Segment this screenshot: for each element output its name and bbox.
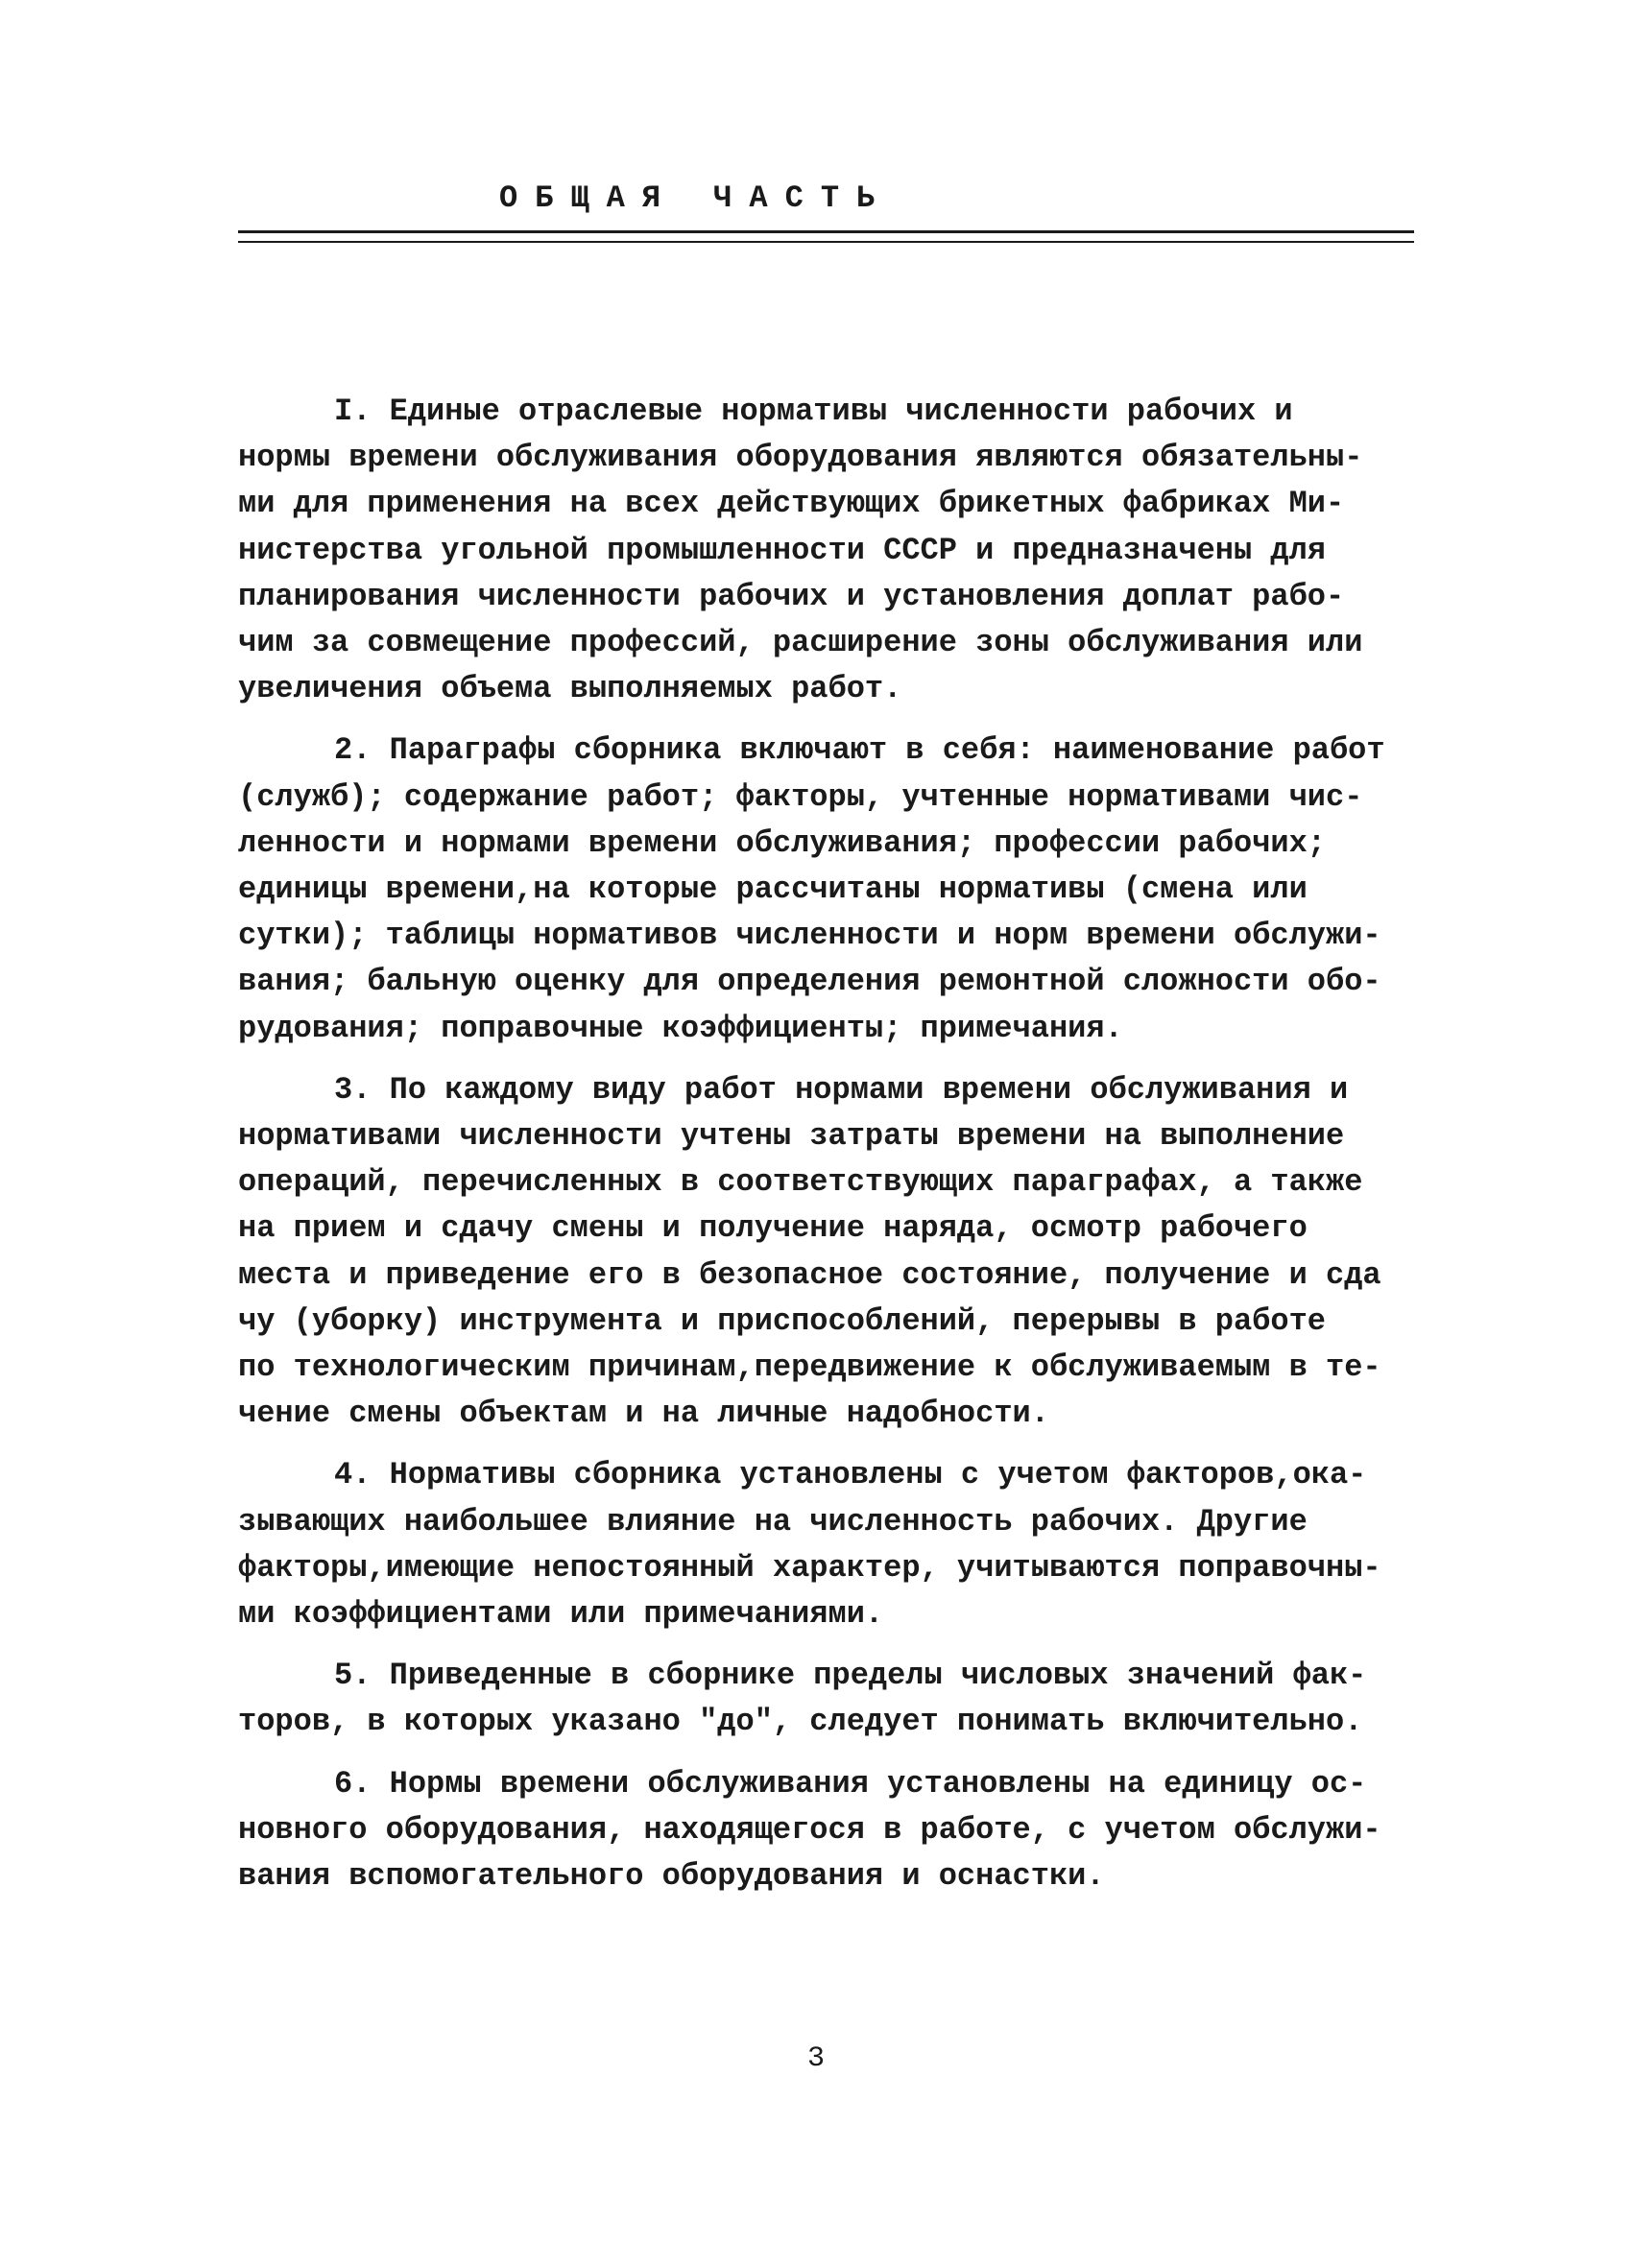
paragraph-3 bbox=[238, 1067, 1414, 1438]
paragraph-6 bbox=[238, 1761, 1414, 1900]
paragraph-line: по технологическим причинам,передвижение к обслуживаемым в те- bbox=[238, 1349, 1381, 1386]
paragraph-line: рудования; поправочные коэффициенты; примечания. bbox=[238, 1010, 1123, 1046]
paragraph-line: новного оборудования, находящегося в работе, с учетом обслужи- bbox=[238, 1811, 1381, 1848]
paragraph-line: 6. Нормы времени обслуживания установлены на единицу ос- bbox=[334, 1765, 1367, 1802]
paragraph-line: торов, в которых указано "до", следует понимать включительно. bbox=[238, 1704, 1363, 1740]
paragraph-line: ми для применения на всех действующих брикетных фабриках Ми- bbox=[238, 486, 1345, 522]
paragraph-4 bbox=[238, 1452, 1414, 1637]
paragraph-line: операций, перечисленных в соответствующих параграфах, а также bbox=[238, 1164, 1363, 1201]
paragraph-line: нормы времени обслуживания оборудования являются обязательны- bbox=[238, 440, 1363, 476]
paragraph-line: чу (уборку) инструмента и приспособлений, перерывы в работе bbox=[238, 1302, 1326, 1339]
paragraph-line: 4. Нормативы сборника установлены с учетом факторов,ока- bbox=[334, 1457, 1367, 1493]
paragraph-line: чение смены объектам и на личные надобности. bbox=[238, 1396, 1049, 1432]
paragraph-line: на прием и сдачу смены и получение наряда, осмотр рабочего bbox=[238, 1210, 1308, 1247]
paragraph-line: нистерства угольной промышленности СССР и предназначены для bbox=[238, 532, 1326, 568]
paragraph-line: нормативами численности учтены затраты времени на выполнение bbox=[238, 1118, 1345, 1155]
paragraph-line: ми коэффициентами или примечаниями. bbox=[238, 1596, 884, 1633]
section-heading: ОБЩАЯ ЧАСТЬ bbox=[499, 180, 893, 216]
paragraph-line: 3. По каждому виду работ нормами времени обслуживания и bbox=[334, 1071, 1349, 1108]
paragraph-line: чим за совмещение профессий, расширение зоны обслуживания или bbox=[238, 625, 1363, 661]
paragraph-line: единицы времени,на которые рассчитаны нормативы (смена или bbox=[238, 871, 1308, 908]
paragraph-line: 5. Приведенные в сборнике пределы числовых значений фак- bbox=[334, 1658, 1367, 1694]
page-number: 3 bbox=[806, 2042, 825, 2075]
paragraph-5 bbox=[238, 1653, 1414, 1745]
paragraph-1 bbox=[238, 389, 1414, 712]
heading-rule-bottom bbox=[238, 241, 1414, 243]
paragraph-line: планирования численности рабочих и установления доплат рабо- bbox=[238, 578, 1345, 614]
paragraph-line: сутки); таблицы нормативов численности и норм времени обслужи- bbox=[238, 918, 1381, 954]
body-text bbox=[238, 389, 1414, 1915]
paragraph-line: 2. Параграфы сборника включают в себя: наименование работ bbox=[334, 732, 1385, 769]
paragraph-line: зывающих наибольшее влияние на численность рабочих. Другие bbox=[238, 1503, 1308, 1540]
paragraph-line: вания; бальную оценку для определения ремонтной сложности обо- bbox=[238, 964, 1381, 1000]
paragraph-line: (служб); содержание работ; факторы, учтенные нормативами чис- bbox=[238, 778, 1363, 815]
paragraph-line: факторы,имеющие непостоянный характер, учитываются поправочны- bbox=[238, 1549, 1381, 1586]
paragraph-2 bbox=[238, 728, 1414, 1051]
paragraph-line: ленности и нормами времени обслуживания; профессии рабочих; bbox=[238, 824, 1326, 861]
paragraph-line: места и приведение его в безопасное состояние, получение и сда bbox=[238, 1256, 1381, 1293]
paragraph-line: увеличения объема выполняемых работ. bbox=[238, 671, 902, 707]
paragraph-line: I. Единые отраслевые нормативы численности рабочих и bbox=[334, 394, 1293, 429]
paragraph-line: вания вспомогательного оборудования и оснастки. bbox=[238, 1858, 1105, 1895]
heading-rule-top bbox=[238, 230, 1414, 233]
